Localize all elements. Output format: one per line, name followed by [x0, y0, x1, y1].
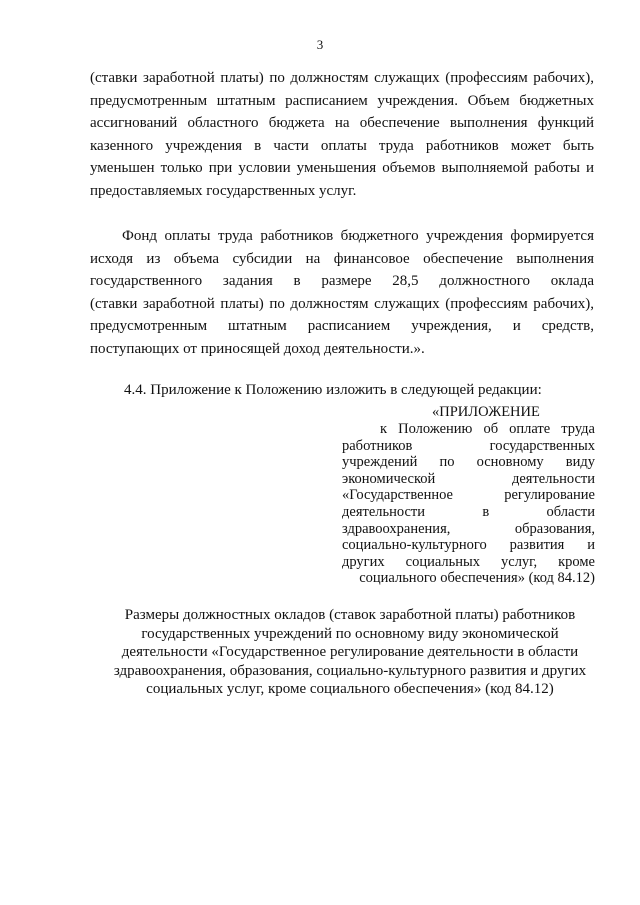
paragraph-line: уменьшен только при условии уменьшения объемов выполняемой работы и [90, 160, 594, 176]
paragraph-line: исходя из объема субсидии на финансовое обеспечение выполнения [90, 250, 594, 267]
page-number: 3 [316, 37, 324, 52]
paragraph-line: поступающих от приносящей доход деятельности.». [90, 340, 425, 357]
paragraph-1 [90, 67, 594, 202]
heading-line: здравоохранения, образования, социально-культурного развития и других [113, 662, 587, 679]
paragraph-line: предусмотренным штатным расписанием учреждения. Объем бюджетных [90, 92, 594, 109]
appendix-reference [342, 421, 595, 587]
paragraph-line: (ставки заработной платы) по должностям служащих (профессиям рабочих), [90, 70, 594, 86]
appendix-line: работников государственных [342, 437, 595, 454]
appendix-line: экономической деятельности [342, 470, 595, 487]
paragraph-line: казенного учреждения в части оплаты труда работников может быть [90, 137, 594, 154]
appendix-line: учреждений по основному виду [342, 454, 595, 471]
paragraph-line: предусмотренным штатным расписанием учреждения, и средств, [90, 318, 594, 334]
paragraph-line: государственного задания в размере 28,5 должностного оклада [90, 273, 594, 289]
paragraph-line: (ставки заработной платы) по должностям служащих (профессиям рабочих), [90, 295, 594, 312]
item-4-4: 4.4. Приложение к Положению изложить в следующей редакции: [124, 382, 542, 398]
appendix-line: к Положению об оплате труда [380, 421, 595, 437]
section-heading [90, 606, 610, 699]
paragraph-line: ассигнований областного бюджета на обеспечение выполнения функций [90, 115, 594, 131]
heading-line: Размеры должностных окладов (ставок заработной платы) работников [124, 607, 576, 623]
paragraph-line: предоставляемых государственных услуг. [90, 182, 357, 199]
appendix-title: «ПРИЛОЖЕНИЕ [432, 404, 540, 420]
heading-line: государственных учреждений по основному виду экономической [141, 625, 559, 642]
paragraph-line: Фонд оплаты труда работников бюджетного учреждения формируется [122, 228, 594, 244]
heading-line: деятельности «Государственное регулирование деятельности в области [121, 644, 579, 660]
appendix-line: других социальных услуг, кроме [342, 553, 595, 570]
paragraph-2 [90, 225, 594, 360]
heading-line: социальных услуг, кроме социального обеспечения» (код 84.12) [146, 681, 554, 697]
appendix-line: социально-культурного развития и [342, 537, 595, 554]
appendix-line: «Государственное регулирование [342, 487, 595, 504]
appendix-line: здравоохранения, образования, [342, 520, 595, 537]
appendix-line: социального обеспечения» (код 84.12) [359, 570, 595, 587]
appendix-line: деятельности в области [342, 503, 595, 520]
